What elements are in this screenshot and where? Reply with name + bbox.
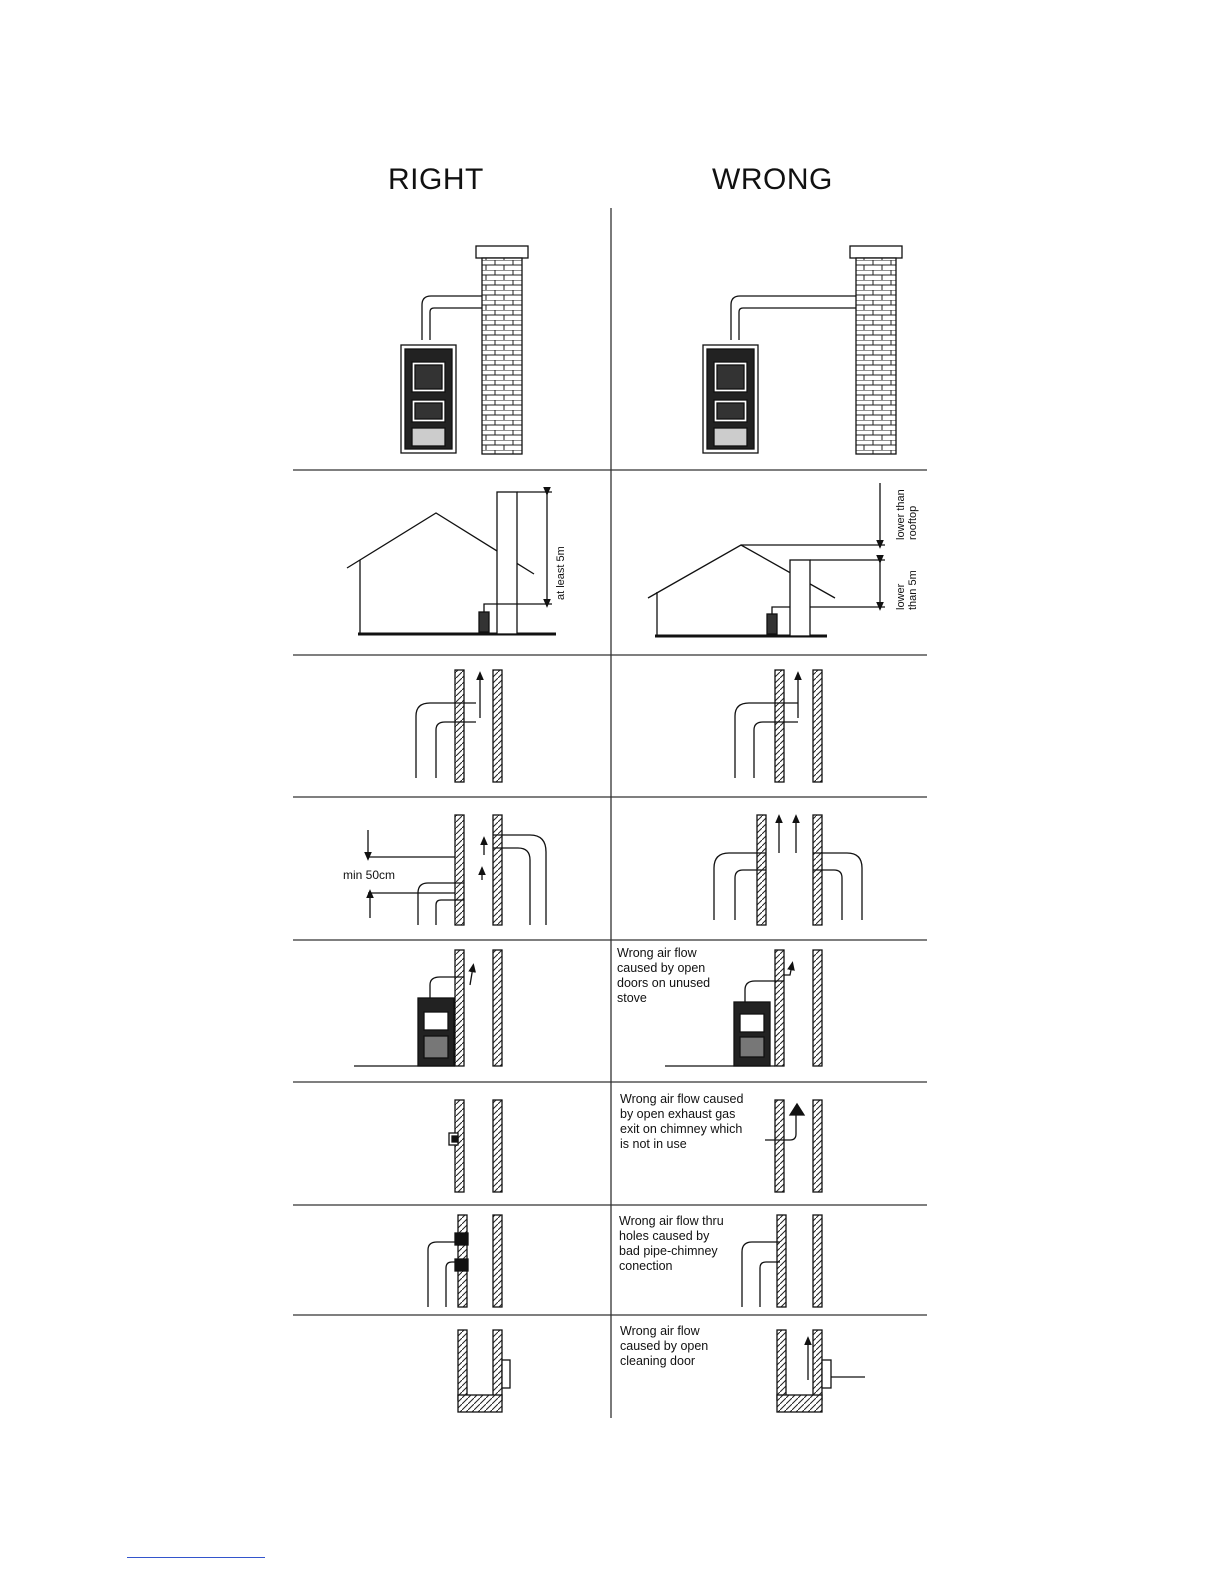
at-least-5m-label: at least 5m xyxy=(555,546,567,600)
min-50cm-label: min 50cm xyxy=(343,868,396,882)
table-grid xyxy=(293,208,927,1418)
right-column-header: RIGHT xyxy=(388,163,484,196)
row3-wrong-flue xyxy=(735,670,822,782)
footer-link-underline[interactable] xyxy=(127,1557,265,1558)
note-holes: Wrong air flow thru holes caused by bad pipe-chimney conection xyxy=(619,1214,724,1273)
row6-right-closed-exit xyxy=(449,1100,502,1192)
note-cleaning-door: Wrong air flow caused by open cleaning door xyxy=(620,1324,709,1368)
row5-right-stove xyxy=(354,950,502,1066)
lower-than-5m-label: lower than 5m xyxy=(895,570,919,610)
wrong-column-header: WRONG xyxy=(712,163,833,196)
row6-wrong-open-exit xyxy=(765,1100,822,1192)
row3-right-flue xyxy=(416,670,502,782)
row1-wrong-stove-chimney xyxy=(703,246,902,454)
note-exhaust-exit: Wrong air flow caused by open exhaust gas exit on chimney which is not in use xyxy=(620,1092,744,1151)
row8-right-closed-door xyxy=(458,1330,510,1412)
row2-right-house xyxy=(347,492,556,634)
row1-right-stove-chimney xyxy=(401,246,528,454)
row8-wrong-open-door xyxy=(777,1330,865,1412)
row2-wrong-house xyxy=(648,483,885,636)
row7-right-sealed xyxy=(428,1215,502,1307)
lower-than-rooftop-label: lower than rooftop xyxy=(895,489,919,540)
note-open-doors: Wrong air flow caused by open doors on unused stove xyxy=(617,946,711,1005)
row4-wrong-opposed-inlets xyxy=(714,815,862,925)
row7-wrong-bad-connection xyxy=(742,1215,822,1307)
